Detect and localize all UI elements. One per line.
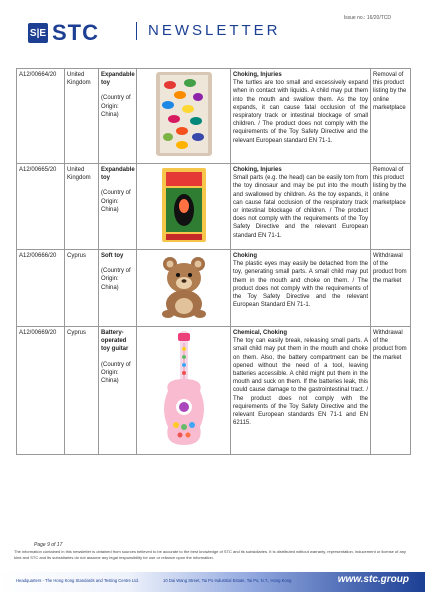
product-cell: [99, 250, 137, 327]
issue-number: Issue no.: 16/20/TCD: [343, 15, 391, 21]
product-name: Battery-operated toy guitar: [101, 330, 129, 353]
stc-logo: [28, 20, 99, 46]
risk-description: Small parts (e.g. the head) can be easily torn from the toy dinosaur and may be put into the mouth and swallowed by children. As the toy expands, it can cause fatal occlusion of the respiratory track or intestinal blockage of children. / The product does not comply with the requirements of the Toy Safety Directive and the relevant European standard EN 71-1.: [233, 175, 368, 239]
risk-type: Choking, Injuries: [233, 72, 282, 78]
photo-cell: [137, 250, 231, 327]
reference-number: A12/00669/20: [17, 327, 65, 455]
website-link[interactable]: www.stc.group: [337, 574, 409, 585]
photo-cell: [137, 69, 231, 164]
measure-taken: Withdrawal of the product from the market: [371, 327, 411, 455]
product-name: Expandable toy: [101, 72, 135, 87]
headquarters-label: Headquarters - The Hong Kong Standards and Testing Centre Ltd.: [16, 578, 139, 583]
reference-number: A12/00664/20: [17, 69, 65, 164]
disclaimer: The information contained in this newsletter is obtained from sources believed to be accurate to the best knowledge of STC and its subsidiaries. It is distributed without warranty, representation, inducement or license of any kind and STC and its subsidiaries do not assume any legal responsibility for use or reliance upon the information.: [14, 549, 406, 560]
country-of-origin: (Country of Origin: China): [101, 361, 131, 385]
risk-cell: [231, 250, 371, 327]
product-name: Soft toy: [101, 253, 124, 259]
header-divider: [136, 22, 137, 40]
risk-description: The plastic eyes may easily be detached from the toy, generating small parts. A small child may put them in the mouth and choke on them. / The product does not comply with the requirements of the Toy Safety Directive and the relevant European Standard EN 71-1.: [233, 261, 368, 309]
measure-taken: Removal of this product listing by the online marketplace: [371, 69, 411, 164]
country-of-origin: (Country of Origin: China): [101, 190, 131, 213]
risk-type: Chemical, Choking: [233, 330, 288, 336]
risk-cell: [231, 69, 371, 164]
table-row: [17, 164, 411, 250]
risk-type: Choking, Injuries: [233, 167, 282, 173]
product-photo: [139, 71, 228, 157]
photo-cell: [137, 327, 231, 455]
product-photo: [139, 166, 228, 244]
newsletter-title: NEWSLETTER: [148, 22, 281, 39]
stc-logo-mark: S|E: [28, 23, 48, 43]
product-photo: [139, 252, 228, 320]
stc-logo-text: STC: [52, 20, 99, 45]
risk-cell: [231, 164, 371, 250]
country: Cyprus: [65, 327, 99, 455]
page-header: [0, 0, 425, 60]
photo-cell: [137, 164, 231, 250]
table-row: [17, 69, 411, 164]
table-row: [17, 327, 411, 455]
risk-type: Choking: [233, 253, 257, 259]
country-of-origin: (Country of Origin: China): [101, 95, 131, 118]
country: United Kingdom: [65, 164, 99, 250]
measure-taken: Removal of this product listing by the online marketplace: [371, 164, 411, 250]
reference-number: A12/00666/20: [17, 250, 65, 327]
risk-cell: [231, 327, 371, 455]
risk-description: The turtles are too small and excessively expand when in contact with liquids. A child may put them into the mouth and swallow them. As the toy expands, it can cause fatal occlusion of the respiratory track or intestinal blockage of small children. / The product does not comply with the requirements of the Toy Safety Directive and the relevant European standard EN 71-1.: [233, 80, 368, 144]
product-name: Expandable toy: [101, 167, 135, 182]
product-photo: [139, 329, 228, 449]
reference-number: A12/00665/20: [17, 164, 65, 250]
product-cell: [99, 69, 137, 164]
product-cell: [99, 327, 137, 455]
recall-table: [16, 68, 411, 455]
country: United Kingdom: [65, 69, 99, 164]
product-cell: [99, 164, 137, 250]
country: Cyprus: [65, 250, 99, 327]
risk-description: The toy can easily break, releasing small parts. A small child may put them in the mouth and choke on them. Also, the battery compartment can be opened without the need of a tool, leaving batteries accessible. A child might put them in the mouth and suck on them. If the batteries leak, this could cause damage to the gastrointestinal tract. / The product does not comply with the requirements of the Toy Safety Directive and the relevant European standards EN 71-1 and EN 62115.: [233, 338, 368, 427]
page-number: Page 9 of 17: [34, 542, 63, 548]
headquarters-address: 10 Dai Wang Street, Tai Po Industrial Estate, Tai Po, N.T., Hong Kong: [163, 578, 292, 583]
measure-taken: Withdrawal of the product from the market: [371, 250, 411, 327]
table-row: [17, 250, 411, 327]
country-of-origin: (Country of Origin: China): [101, 268, 131, 291]
